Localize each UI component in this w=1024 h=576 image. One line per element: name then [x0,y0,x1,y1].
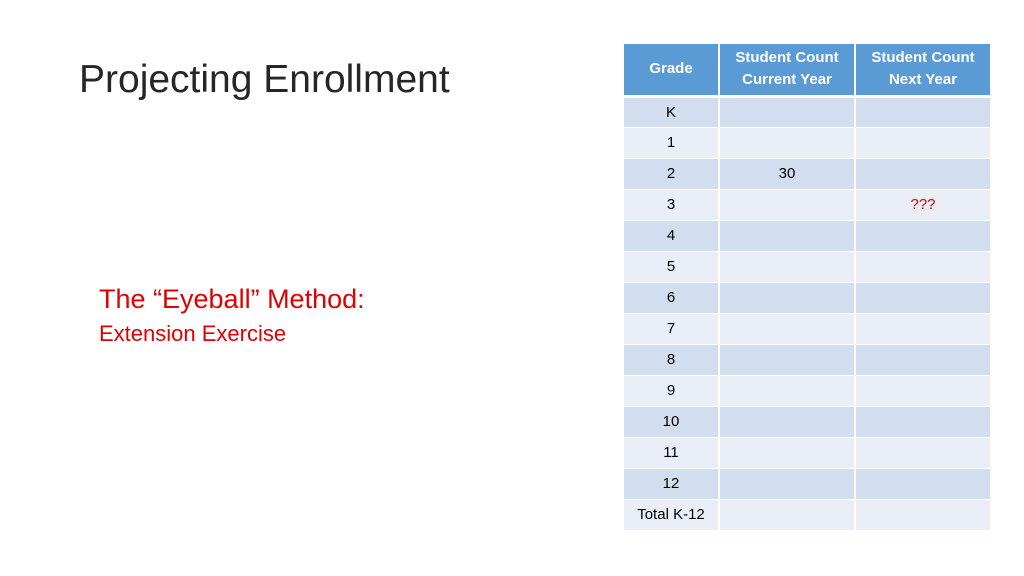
grade-cell: 10 [624,406,719,437]
header-current-year [719,44,855,96]
current-year-count-cell [719,344,855,375]
table-row [624,282,990,313]
next-year-count-cell [855,251,990,282]
current-year-count-cell [719,282,855,313]
method-heading-block [99,282,365,352]
next-year-count-cell [855,282,990,313]
table-row [624,344,990,375]
current-year-count-cell [719,127,855,158]
header-next-line2: Next Year [888,71,958,89]
table-row [624,189,990,220]
header-next-line1: Student Count [871,49,975,67]
next-year-count-cell [855,437,990,468]
current-year-count-cell [719,251,855,282]
next-year-count-cell [855,406,990,437]
next-year-count-cell [855,344,990,375]
next-year-count-cell [855,375,990,406]
header-current-line2: Current Year [742,71,832,89]
grade-cell: 6 [624,282,719,313]
grade-cell: 5 [624,251,719,282]
table-row [624,499,990,530]
table-row [624,220,990,251]
table-row [624,437,990,468]
header-grade [624,44,719,96]
grade-cell: 3 [624,189,719,220]
grade-cell: K [624,96,719,127]
method-heading: The “Eyeball” Method: [99,284,365,314]
current-year-count-cell: 30 [719,158,855,189]
table-row [624,127,990,158]
table-row [624,158,990,189]
table-row [624,96,990,127]
grade-cell: 1 [624,127,719,158]
current-year-count-cell [719,189,855,220]
grade-cell: 9 [624,375,719,406]
grade-cell: Total K-12 [624,499,719,530]
current-year-count-cell [719,499,855,530]
header-grade-label: Grade [649,60,693,78]
table-row [624,406,990,437]
next-year-count-cell: ??? [855,189,990,220]
table-row [624,375,990,406]
grade-cell: 8 [624,344,719,375]
current-year-count-cell [719,437,855,468]
table-row [624,313,990,344]
current-year-count-cell [719,468,855,499]
next-year-count-cell [855,313,990,344]
table-row [624,468,990,499]
grade-cell: 12 [624,468,719,499]
next-year-count-cell [855,220,990,251]
next-year-count-cell [855,468,990,499]
table-body [624,96,990,530]
current-year-count-cell [719,406,855,437]
table-row [624,251,990,282]
grade-cell: 2 [624,158,719,189]
table-header-row [624,44,990,96]
next-year-count-cell [855,127,990,158]
header-current-line1: Student Count [735,49,839,67]
current-year-count-cell [719,313,855,344]
next-year-count-cell [855,499,990,530]
enrollment-table [624,44,990,531]
next-year-count-cell [855,96,990,127]
next-year-count-cell [855,158,990,189]
grade-cell: 7 [624,313,719,344]
current-year-count-cell [719,375,855,406]
exercise-label: Extension Exercise [99,321,287,346]
grade-cell: 11 [624,437,719,468]
grade-cell: 4 [624,220,719,251]
current-year-count-cell [719,96,855,127]
header-next-year [855,44,990,96]
current-year-count-cell [719,220,855,251]
slide-title: Projecting Enrollment [79,58,450,101]
